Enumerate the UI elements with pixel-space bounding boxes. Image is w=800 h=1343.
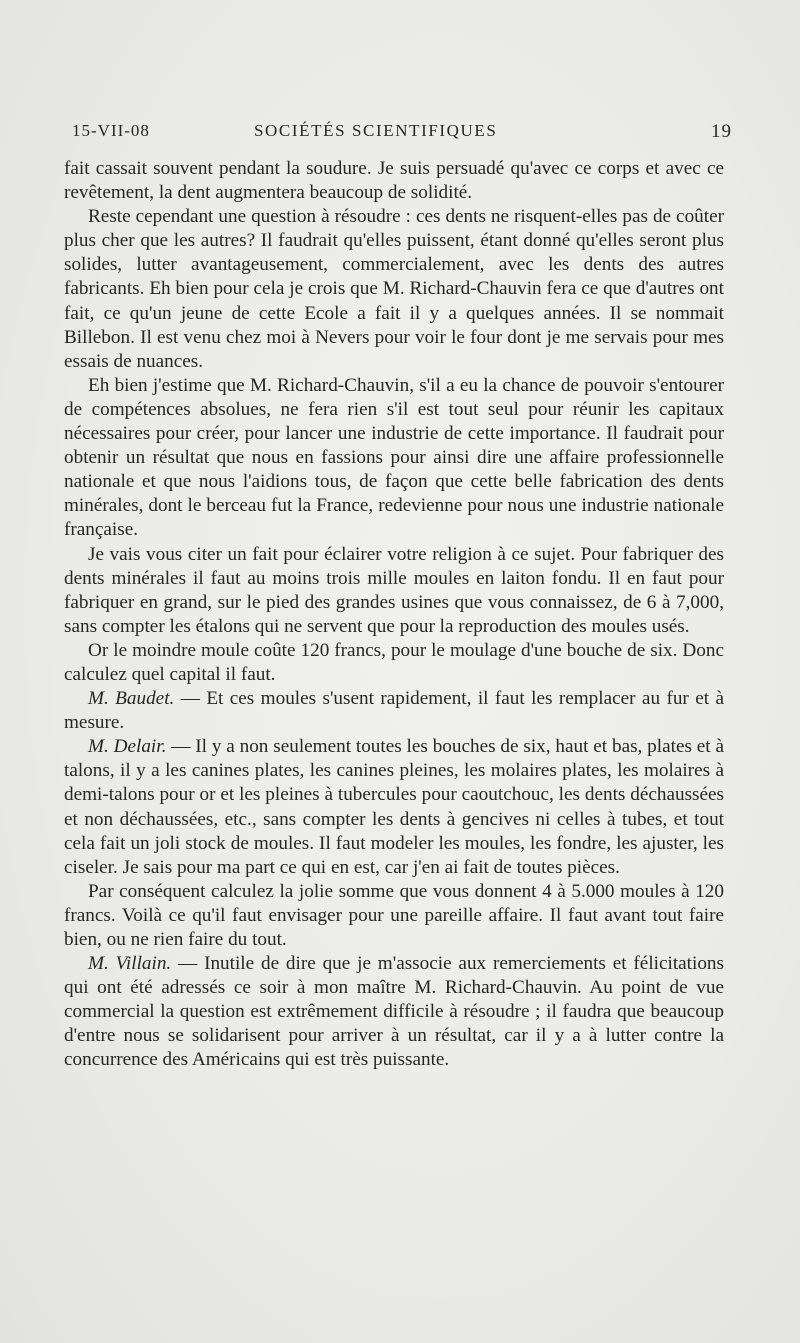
speaker-name: M. Delair. [88,736,167,758]
paragraph-text: — Il y a non seulement toutes les bouches de six, haut et bas, plates et à talons, il y a les canines plates, les canines pleines, les molaires plates, les molaires à demi-talons pour or et les pleines à tubercules pour caoutchouc, les dents déchaussées et non déchaussées, etc., sans compter les dents à gencives ni celles à tubes, et tout cela fait un joli stock de moules. Il faut modeler les moules, les fondre, les ajuster, les ciseler. Je sais pour ma part ce qui en est, car j'en ai fait de toutes pièces. [64,736,724,878]
paragraph-text: fait cassait souvent pendant la soudure. Je suis persuadé qu'avec ce corps et avec ce revêtement, la dent augmentera beaucoup de solidité. [64,158,724,204]
paragraph [64,687,724,735]
paragraph-text: Or le moindre moule coûte 120 francs, pour le moulage d'une bouche de six. Donc calculez quel capital il faut. [64,639,724,685]
paragraph [64,952,724,1072]
paragraph [64,639,724,687]
paragraph-text: Je vais vous citer un fait pour éclairer votre religion à ce sujet. Pour fabriquer des dents minérales il faut au moins trois mille moules en laiton fondu. Il en faut pour fabriquer en grand, sur le pied des grandes usines que vous connaissez, de 6 à 7,000, sans compter les étalons qui ne servent que pour la reproduction des moules usés. [64,543,724,637]
body-text [64,157,724,1073]
paragraph-text: — Et ces moules s'usent rapidement, il faut les remplacer au fur et à mesure. [64,688,724,734]
paragraph-text: Eh bien j'estime que M. Richard-Chauvin, s'il a eu la chance de pouvoir s'entourer de compétences absolues, ne fera rien s'il est tout seul pour réunir les capitaux nécessaires pour créer, pour lancer une industrie de cette importance. Il faudrait pour obtenir un résultat que nous en fassions pour ainsi dire une affaire professionnelle nationale et que nous l'aidions tous, de façon que cette belle fabrication des dents minérales, dont le berceau fut la France, redevienne pour nous une industrie nationale française. [64,374,724,541]
paragraph [64,205,724,374]
paragraph [64,735,724,880]
paragraph [64,374,724,543]
header-date: 15-VII-08 [72,121,150,140]
paragraph-text: Reste cependant une question à résoudre : ces dents ne risquent-elles pas de coûter plus cher que les autres? Il faudrait qu'elles puissent, étant donné qu'elles seront plus solides, lutter avantageusement, commercialement, avec les dents des autres fabricants. Eh bien pour cela je crois que M. Richard-Chauvin fera ce que d'autres ont fait, ce qu'un jeune de cette Ecole a fait il y a quelques années. Il se nommait Billebon. Il est venu chez moi à Nevers pour voir le four dont je me servais pour mes essais de nuances. [64,206,724,372]
header-title: SOCIÉTÉS SCIENTIFIQUES [254,121,498,140]
paragraph [64,543,724,639]
speaker-name: M. Villain. [88,953,172,975]
page-number: 19 [711,121,732,142]
paragraph-text: Par conséquent calculez la jolie somme que vous donnent 4 à 5.000 moules à 120 francs. Voilà ce qu'il faut envisager pour une pareille affaire. Il faut avant tout faire bien, ou ne rien faire du tout. [64,880,724,950]
running-header [72,121,732,149]
paragraph [64,157,724,205]
speaker-name: M. Baudet. [88,688,175,710]
paragraph [64,880,724,952]
paragraph-text: — Inutile de dire que je m'associe aux remerciements et félicitations qui ont été adressés ce soir à mon maître M. Richard-Chauvin. Au point de vue commercial la question est extrêmement difficile à résoudre ; il faudra que beaucoup d'entre nous se solidarisent pour arriver à un résultat, car il y a à lutter contre la concurrence des Américains qui est très puissante. [64,953,724,1071]
